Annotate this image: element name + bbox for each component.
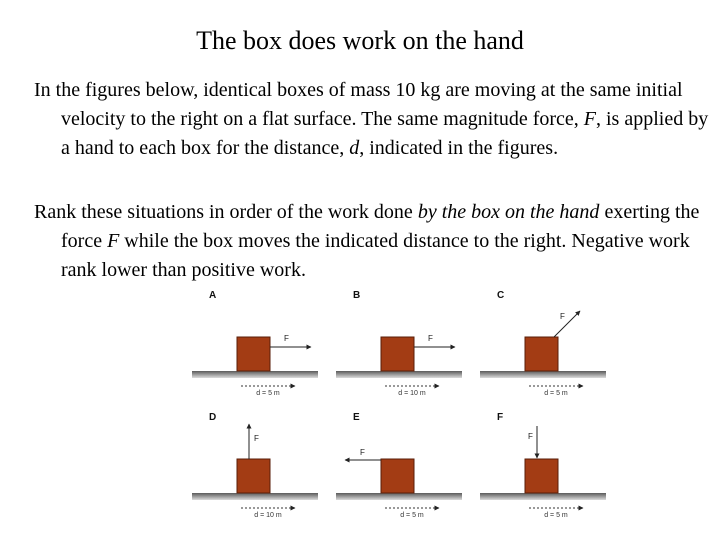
figure-d [192, 412, 318, 519]
distance-symbol: d [349, 137, 360, 159]
figure-letter: F [497, 412, 504, 423]
figure-a [192, 290, 318, 397]
force-symbol: F [583, 108, 596, 130]
force-label: F [560, 312, 565, 321]
question-text-1: Rank these situations in order of the work done [34, 201, 418, 223]
ground-surface [336, 493, 462, 500]
box [237, 459, 270, 493]
box [381, 459, 414, 493]
figure-letter: E [353, 412, 360, 423]
force-label: F [428, 334, 433, 343]
figure-e [336, 412, 462, 519]
ground-surface [192, 493, 318, 500]
figure-letter: A [209, 290, 217, 301]
force-label: F [254, 434, 259, 443]
distance-label: d = 10 m [398, 390, 426, 397]
figure-c [480, 290, 606, 397]
ground-surface [336, 371, 462, 378]
figure-b [336, 290, 462, 397]
distance-label: d = 5 m [400, 512, 424, 519]
question-emphasis: by the box on the hand [417, 201, 600, 223]
force-label: F [528, 432, 533, 441]
box [525, 337, 558, 371]
slide-title: The box does work on the hand [196, 26, 524, 55]
figure-letter: C [497, 290, 505, 301]
force-label: F [284, 334, 289, 343]
ground-surface [480, 371, 606, 378]
figure-letter: B [353, 290, 361, 301]
distance-label: d = 5 m [544, 390, 568, 397]
force-arrow [554, 311, 580, 337]
ground-surface [480, 493, 606, 500]
distance-label: d = 5 m [544, 512, 568, 519]
box [237, 337, 270, 371]
question-text-3: while the box moves the indicated distance to the right. Negative work rank lower than positive work. [61, 230, 690, 281]
distance-label: d = 10 m [254, 512, 282, 519]
force-label: F [360, 448, 365, 457]
box [525, 459, 558, 493]
problem-text-3: , indicated in the figures. [359, 137, 559, 159]
question-text-2: exerting the force [61, 201, 700, 252]
ground-surface [192, 371, 318, 378]
distance-label: d = 5 m [256, 390, 280, 397]
problem-text-2: , is applied by a hand to each box for the distance, [61, 108, 709, 159]
box [381, 337, 414, 371]
question-force-symbol: F [107, 230, 120, 252]
figure-letter: D [209, 412, 217, 423]
problem-text-1: In the figures below, identical boxes of mass 10 kg are moving at the same initial velocity to the right on a flat surface. The same magnitude force, [34, 79, 683, 130]
figure-f [480, 412, 606, 519]
